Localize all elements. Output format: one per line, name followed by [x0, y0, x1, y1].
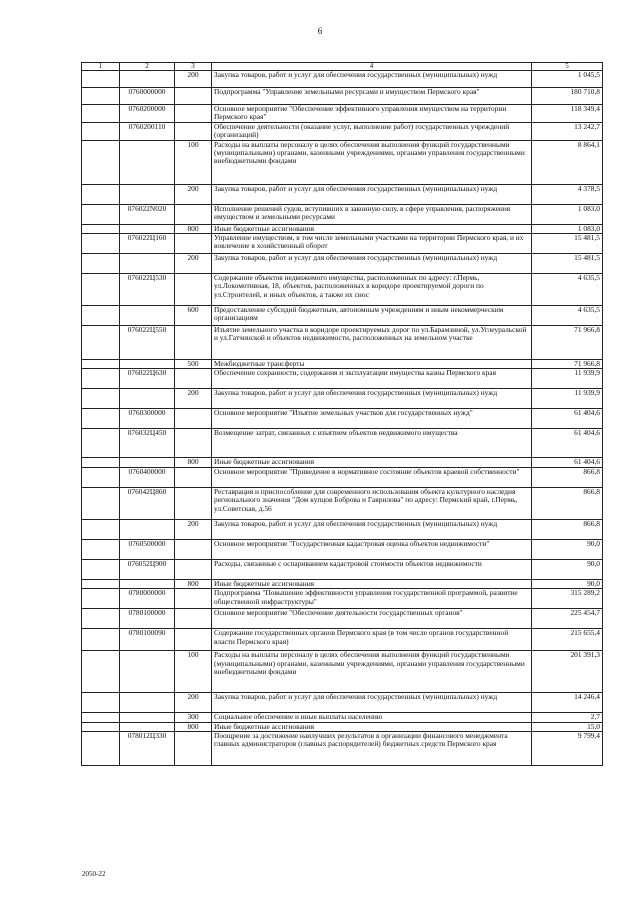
empty-cell — [82, 326, 120, 360]
amount-value: 866,8 — [532, 519, 603, 539]
table-row — [82, 184, 603, 204]
amount-value: 4 378,5 — [532, 184, 603, 204]
target-article-code — [120, 722, 175, 731]
empty-cell — [82, 458, 120, 467]
table-row — [82, 609, 603, 629]
empty-cell — [82, 184, 120, 204]
item-description: Обеспечение сохранности, содержания и эксплуатации имущества казны Пермского края — [212, 369, 532, 389]
empty-cell — [82, 274, 120, 306]
empty-cell — [82, 629, 120, 651]
amount-value: 215 655,4 — [532, 629, 603, 651]
expense-type-code — [175, 589, 212, 609]
expense-type-code: 600 — [175, 306, 212, 326]
table-row — [82, 629, 603, 651]
target-article-code — [120, 224, 175, 233]
empty-cell — [82, 88, 120, 105]
column-header-1: 1 — [82, 63, 120, 71]
expense-type-code: 200 — [175, 693, 212, 713]
target-article-code: 0780100000 — [120, 609, 175, 629]
item-description: Возмещение затрат, связанных с изъятием объектов недвижимого имущества — [212, 429, 532, 458]
empty-cell — [82, 722, 120, 731]
amount-value: 201 391,3 — [532, 651, 603, 693]
empty-cell — [82, 140, 120, 184]
target-article-code — [120, 389, 175, 409]
column-header-5: 5 — [532, 63, 603, 71]
amount-value: 225 454,7 — [532, 609, 603, 629]
empty-cell — [82, 224, 120, 233]
target-article-code — [120, 693, 175, 713]
target-article-code — [120, 140, 175, 184]
item-description: Основное мероприятие "Приведение в нормативное состояние объектов краевой собственности" — [212, 467, 532, 487]
item-description: Содержание объектов недвижимого имущества, расположенных по адресу: г.Пермь, ул.Локомотивная, 18, объектов, расположенных в коридоре проектируемой дороги по ул.Строителей, и иных объектов, а также их снос — [212, 274, 532, 306]
amount-value: 4 635,5 — [532, 274, 603, 306]
empty-cell — [82, 467, 120, 487]
expense-type-code: 200 — [175, 389, 212, 409]
table-row — [82, 88, 603, 105]
amount-value: 2,7 — [532, 713, 603, 722]
item-description: Исполнение решений судов, вступивших в законную силу, в сфере управления, распоряжения имуществом и земельными ресурсами — [212, 204, 532, 224]
amount-value: 11 939,9 — [532, 369, 603, 389]
empty-cell — [82, 519, 120, 539]
item-description: Иные бюджетные ассигнования — [212, 458, 532, 467]
empty-cell — [82, 539, 120, 559]
table-row — [82, 539, 603, 559]
expense-type-code — [175, 88, 212, 105]
item-description: Управление имуществом, в том числе земельными участками на территории Пермского края, и их вовлечение в хозяйственный оборот — [212, 234, 532, 254]
table-row — [82, 122, 603, 140]
amount-value: 1 045,5 — [532, 71, 603, 88]
amount-value: 1 083,0 — [532, 224, 603, 233]
expense-type-code — [175, 629, 212, 651]
empty-cell — [82, 429, 120, 458]
expense-type-code: 100 — [175, 140, 212, 184]
table-row — [82, 224, 603, 233]
target-article-code — [120, 306, 175, 326]
table-row — [82, 71, 603, 88]
item-description: Основное мероприятие "Государственная кадастровая оценка объектов недвижимости" — [212, 539, 532, 559]
target-article-code: 0760300000 — [120, 409, 175, 429]
table-row — [82, 254, 603, 274]
item-description: Реставрация и приспособление для современного использования объекта культурного наследия регионального значения "Дом купцов Бобровa и Гаврилова" по адресу: Пермский край, г.Пермь, ул.Советская, д.56 — [212, 487, 532, 519]
expense-type-code — [175, 369, 212, 389]
table-row — [82, 360, 603, 369]
item-description: Расходы, связанные с оспариванием кадастровой стоимости объектов недвижимости — [212, 559, 532, 579]
item-description: Иные бюджетные ассигнования — [212, 579, 532, 588]
target-article-code: 076022Ц530 — [120, 274, 175, 306]
target-article-code — [120, 651, 175, 693]
empty-cell — [82, 732, 120, 766]
item-description: Обеспечение деятельности (оказание услуг, выполнение работ) государственных учреждений (организаций) — [212, 122, 532, 140]
empty-cell — [82, 693, 120, 713]
target-article-code — [120, 254, 175, 274]
item-description: Закупка товаров, работ и услуг для обеспечения государственных (муниципальных) нужд — [212, 71, 532, 88]
amount-value: 866,8 — [532, 467, 603, 487]
empty-cell — [82, 579, 120, 588]
column-header-2: 2 — [120, 63, 175, 71]
item-description: Закупка товаров, работ и услуг для обеспечения государственных (муниципальных) нужд — [212, 693, 532, 713]
table-row — [82, 722, 603, 731]
table-row — [82, 519, 603, 539]
target-article-code: 0780100090 — [120, 629, 175, 651]
target-article-code — [120, 360, 175, 369]
target-article-code: 076032Ц450 — [120, 429, 175, 458]
table-row — [82, 589, 603, 609]
table-row — [82, 458, 603, 467]
expense-type-code — [175, 326, 212, 360]
target-article-code — [120, 519, 175, 539]
amount-value: 14 246,4 — [532, 693, 603, 713]
budget-table — [81, 62, 603, 766]
amount-value: 4 635,5 — [532, 306, 603, 326]
table-row — [82, 326, 603, 360]
item-description: Предоставление субсидий бюджетным, автономным учреждениям и иным некоммерческим организациям — [212, 306, 532, 326]
empty-cell — [82, 487, 120, 519]
empty-cell — [82, 254, 120, 274]
item-description: Основное мероприятие "Обеспечение деятельности государственных органов" — [212, 609, 532, 629]
empty-cell — [82, 559, 120, 579]
table-row — [82, 409, 603, 429]
expense-type-code: 800 — [175, 579, 212, 588]
amount-value: 61 404,6 — [532, 409, 603, 429]
expense-type-code — [175, 234, 212, 254]
empty-cell — [82, 122, 120, 140]
amount-value: 90,0 — [532, 579, 603, 588]
amount-value: 71 966,8 — [532, 326, 603, 360]
target-article-code: 076022N020 — [120, 204, 175, 224]
target-article-code — [120, 458, 175, 467]
expense-type-code: 100 — [175, 651, 212, 693]
table-row — [82, 559, 603, 579]
expense-type-code — [175, 204, 212, 224]
expense-type-code: 200 — [175, 519, 212, 539]
table-row — [82, 713, 603, 722]
item-description: Закупка товаров, работ и услуг для обеспечения государственных (муниципальных) нужд — [212, 184, 532, 204]
expense-type-code: 800 — [175, 722, 212, 731]
target-article-code: 0760000000 — [120, 88, 175, 105]
empty-cell — [82, 234, 120, 254]
table-row — [82, 274, 603, 306]
empty-cell — [82, 651, 120, 693]
item-description: Социальное обеспечение и иные выплаты населению — [212, 713, 532, 722]
target-article-code: 0760400000 — [120, 467, 175, 487]
target-article-code: 078012Ц330 — [120, 732, 175, 766]
amount-value: 90,0 — [532, 559, 603, 579]
target-article-code: 076042Ц860 — [120, 487, 175, 519]
amount-value: 61 404,6 — [532, 458, 603, 467]
item-description: Закупка товаров, работ и услуг для обеспечения государственных (муниципальных) нужд — [212, 519, 532, 539]
table-row — [82, 693, 603, 713]
item-description: Основное мероприятие "Изъятие земельных участков для государственных нужд" — [212, 409, 532, 429]
amount-value: 1 083,0 — [532, 204, 603, 224]
target-article-code: 076052Ц900 — [120, 559, 175, 579]
expense-type-code: 800 — [175, 224, 212, 233]
item-description: Содержание государственных органов Пермского края (в том числе органов государственной власти Пермского края) — [212, 629, 532, 651]
expense-type-code — [175, 539, 212, 559]
expense-type-code — [175, 559, 212, 579]
target-article-code: 076022Ц550 — [120, 326, 175, 360]
item-description: Подпрограмма "Повышение эффективности управления государственной программой, развитие общественной инфраструктуры" — [212, 589, 532, 609]
target-article-code — [120, 184, 175, 204]
table-header-row — [82, 63, 603, 71]
empty-cell — [82, 360, 120, 369]
amount-value: 71 966,8 — [532, 360, 603, 369]
item-description: Иные бюджетные ассигнования — [212, 224, 532, 233]
empty-cell — [82, 609, 120, 629]
target-article-code: 0760500000 — [120, 539, 175, 559]
table-row — [82, 732, 603, 766]
item-description: Подпрограмма "Управление земельными ресурсами и имуществом Пермского края" — [212, 88, 532, 105]
expense-type-code — [175, 274, 212, 306]
expense-type-code — [175, 467, 212, 487]
expense-type-code: 200 — [175, 71, 212, 88]
item-description: Основное мероприятие "Обеспечение эффективного управления имуществом на территории Пермского края" — [212, 105, 532, 123]
item-description: Иные бюджетные ассигнования — [212, 722, 532, 731]
target-article-code: 0760200000 — [120, 105, 175, 123]
amount-value: 315 289,2 — [532, 589, 603, 609]
target-article-code: 0780000000 — [120, 589, 175, 609]
amount-value: 8 864,1 — [532, 140, 603, 184]
empty-cell — [82, 306, 120, 326]
expense-type-code — [175, 122, 212, 140]
empty-cell — [82, 369, 120, 389]
expense-type-code — [175, 105, 212, 123]
amount-value: 90,0 — [532, 539, 603, 559]
table-row — [82, 204, 603, 224]
expense-type-code — [175, 609, 212, 629]
empty-cell — [82, 204, 120, 224]
empty-cell — [82, 105, 120, 123]
empty-cell — [82, 389, 120, 409]
target-article-code — [120, 713, 175, 722]
expense-type-code — [175, 487, 212, 519]
amount-value: 118 349,4 — [532, 105, 603, 123]
target-article-code: 076022Ц160 — [120, 234, 175, 254]
amount-value: 13 242,7 — [532, 122, 603, 140]
item-description: Расходы на выплаты персоналу в целях обеспечения выполнения функций государственными (муниципальными) органами, казенными учреждениями, органами управления государственными внебюджетными фондами — [212, 140, 532, 184]
empty-cell — [82, 409, 120, 429]
empty-cell — [82, 71, 120, 88]
item-description: Межбюджетные трансферты — [212, 360, 532, 369]
table-row — [82, 651, 603, 693]
item-description: Закупка товаров, работ и услуг для обеспечения государственных (муниципальных) нужд — [212, 254, 532, 274]
amount-value: 11 939,9 — [532, 389, 603, 409]
amount-value: 9 799,4 — [532, 732, 603, 766]
table-row — [82, 234, 603, 254]
target-article-code — [120, 579, 175, 588]
table-row — [82, 487, 603, 519]
page-number: 6 — [317, 26, 323, 36]
expense-type-code: 200 — [175, 184, 212, 204]
footer-code: 2050-22 — [82, 870, 106, 878]
column-header-4: 4 — [212, 63, 532, 71]
target-article-code: 076022Ц630 — [120, 369, 175, 389]
table-row — [82, 389, 603, 409]
item-description: Расходы на выплаты персоналу в целях обеспечения выполнения функций государственными (муниципальными) органами, казенными учреждениями, органами управления государственными внебюджетными фондами — [212, 651, 532, 693]
amount-value: 15 481,5 — [532, 234, 603, 254]
item-description: Поощрение за достижение наилучших результатов в организации финансового менеджмента главных администраторов (главных распорядителей) бюджетных средств Пермского края — [212, 732, 532, 766]
amount-value: 866,8 — [532, 487, 603, 519]
expense-type-code: 300 — [175, 713, 212, 722]
expense-type-code — [175, 409, 212, 429]
target-article-code: 0760200110 — [120, 122, 175, 140]
amount-value: 15,0 — [532, 722, 603, 731]
expense-type-code: 800 — [175, 458, 212, 467]
expense-type-code: 200 — [175, 254, 212, 274]
amount-value: 15 481,5 — [532, 254, 603, 274]
table-row — [82, 429, 603, 458]
table-row — [82, 467, 603, 487]
amount-value: 61 404,6 — [532, 429, 603, 458]
empty-cell — [82, 713, 120, 722]
table-row — [82, 140, 603, 184]
amount-value: 180 710,8 — [532, 88, 603, 105]
item-description: Закупка товаров, работ и услуг для обеспечения государственных (муниципальных) нужд — [212, 389, 532, 409]
table-row — [82, 369, 603, 389]
table-row — [82, 105, 603, 123]
table-row — [82, 306, 603, 326]
expense-type-code — [175, 732, 212, 766]
expense-type-code — [175, 429, 212, 458]
table-row — [82, 579, 603, 588]
item-description: Изъятие земельного участка в коридоре проектируемых дорог по ул.Барамзиной, ул.Углеуральской и ул.Гатчинской и объектов недвижимости, расположенных на земельном участке — [212, 326, 532, 360]
empty-cell — [82, 589, 120, 609]
target-article-code — [120, 71, 175, 88]
expense-type-code: 500 — [175, 360, 212, 369]
column-header-3: 3 — [175, 63, 212, 71]
